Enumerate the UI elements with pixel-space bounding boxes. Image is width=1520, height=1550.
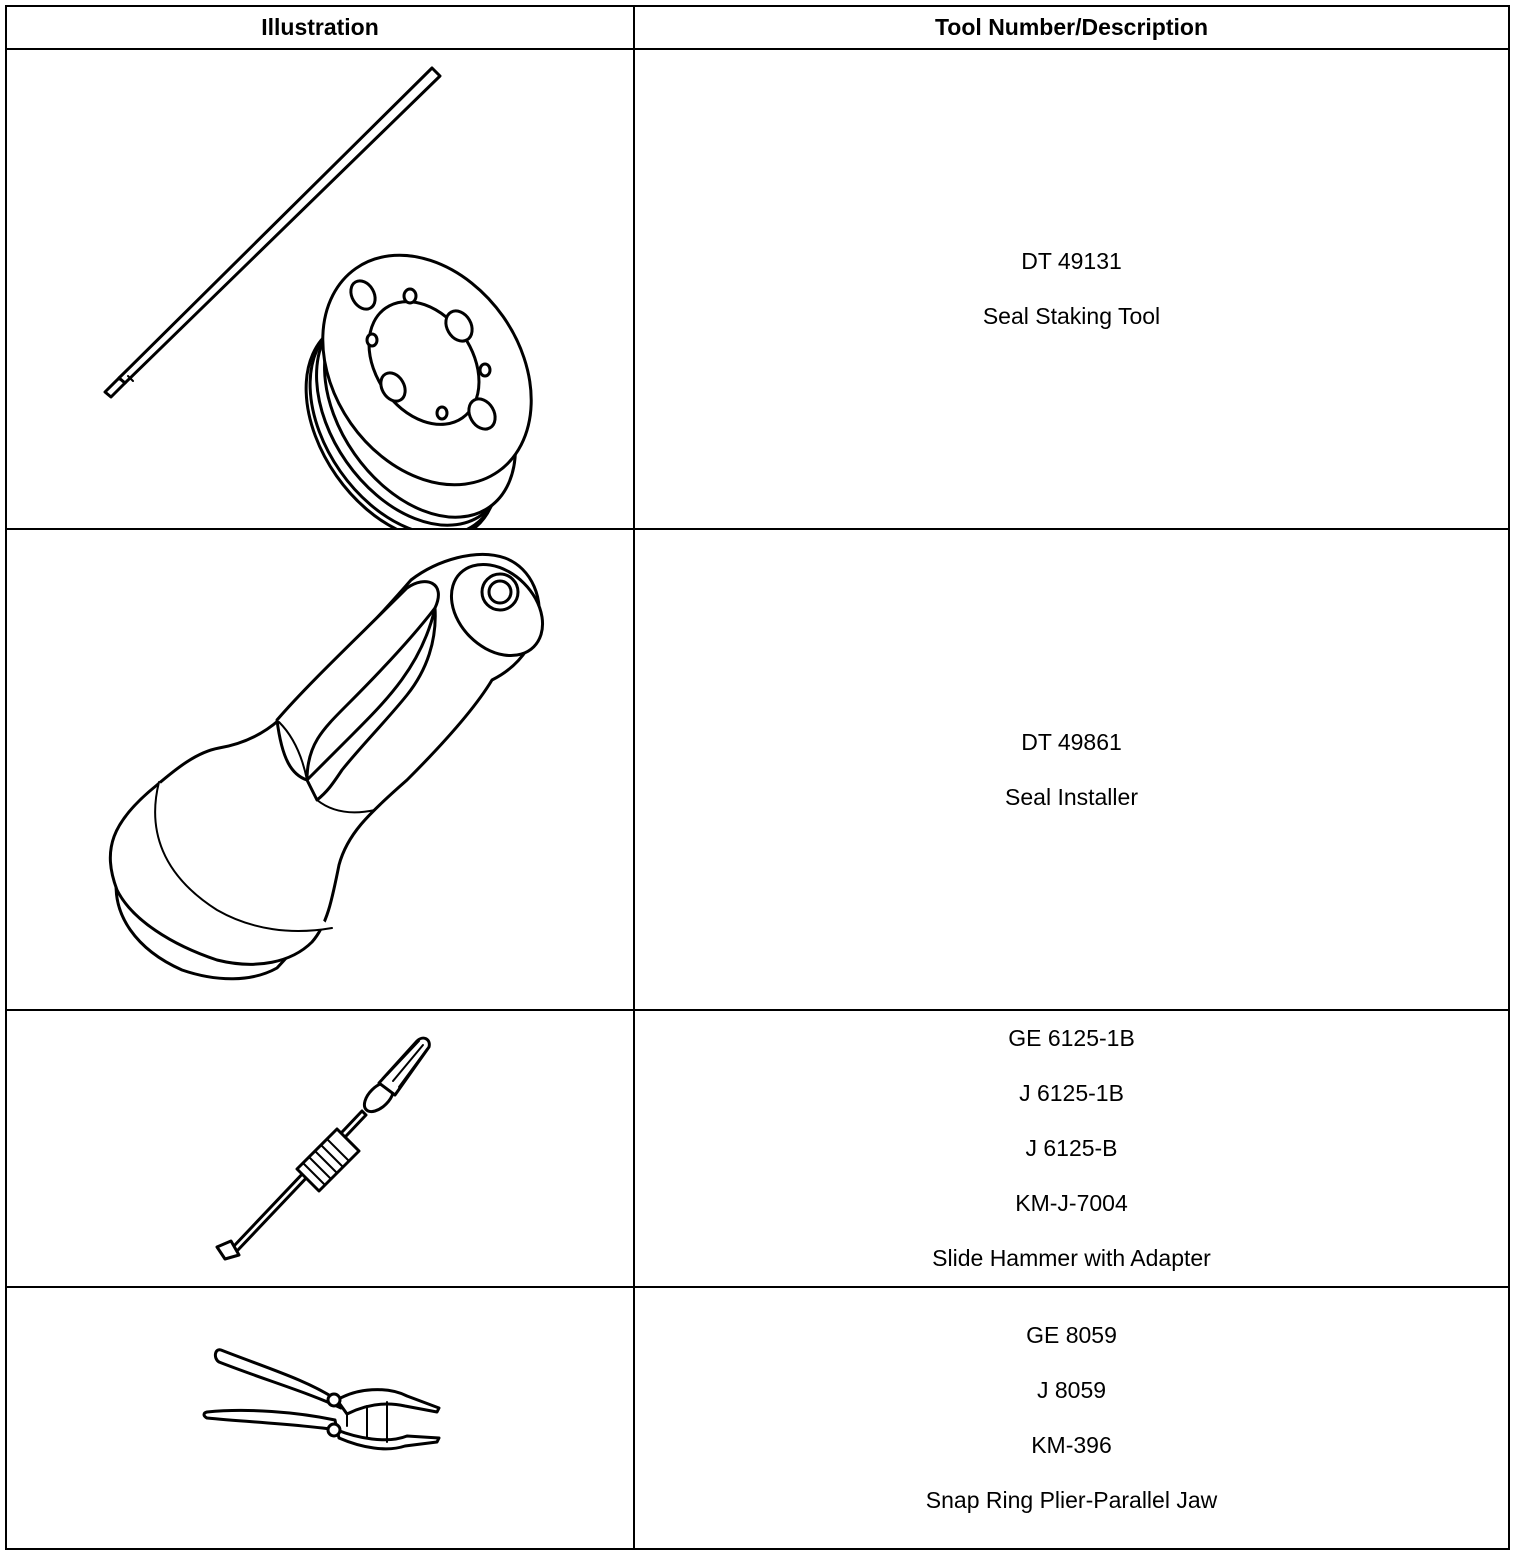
tool-header: Tool Number/Description [634,6,1509,49]
tool-number: DT 49131 [1021,248,1122,274]
tool-description: Seal Installer [1005,783,1138,810]
tool-description: Seal Staking Tool [982,303,1161,329]
illustration-cell [6,1287,634,1549]
tool-number: KM-396 [1031,1432,1112,1458]
tool-description: Snap Ring Plier-Parallel Jaw [925,1487,1218,1513]
illustration-cell [6,529,634,1010]
table-row [6,529,1509,1010]
tool-description-cell [634,529,1509,1010]
tool-number: GE 6125-1B [1008,1025,1135,1051]
table-row [6,1010,1509,1287]
special-tools-table [5,5,1510,1550]
seal-installer-icon [7,530,633,1009]
tool-description: Slide Hammer with Adapter [932,1245,1211,1271]
table-row [6,1287,1509,1549]
snap-ring-plier-icon [7,1288,633,1548]
seal-staking-tool-icon [7,50,633,528]
tool-description-cell [634,1010,1509,1287]
tool-number: GE 8059 [1026,1322,1117,1348]
illustration-cell [6,1010,634,1287]
tool-number: J 6125-B [1025,1135,1118,1161]
tool-number: DT 49861 [1021,728,1122,755]
illustration-header: Illustration [6,6,634,49]
tool-description-cell [634,1287,1509,1549]
table-header-row [6,6,1509,49]
tool-number: J 6125-1B [1019,1080,1124,1106]
illustration-cell [6,49,634,529]
tool-number: KM-J-7004 [1015,1190,1128,1216]
tool-number: J 8059 [1036,1377,1107,1403]
table-row [6,49,1509,529]
slide-hammer-icon [7,1019,633,1279]
tool-description-cell [634,49,1509,529]
